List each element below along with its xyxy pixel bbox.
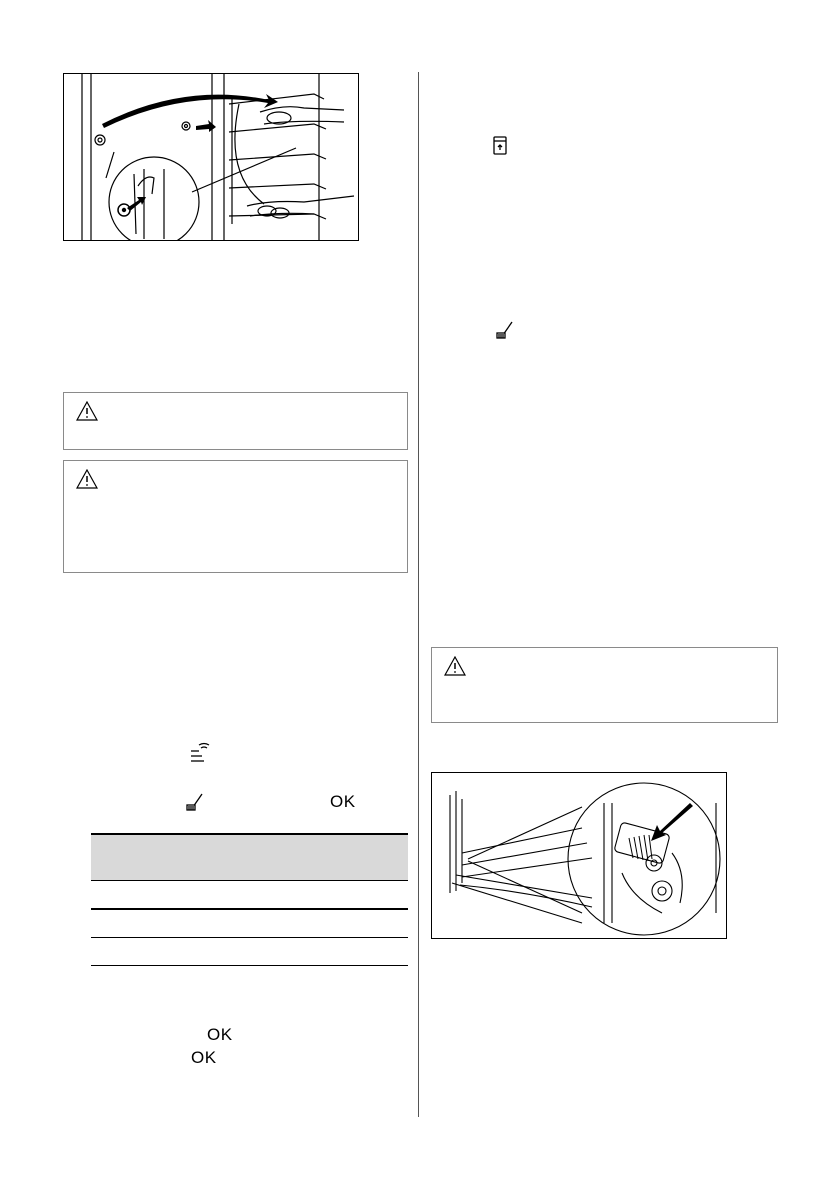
cleaning-brush-icon: [494, 318, 518, 342]
oven-door-icon: [488, 134, 512, 158]
shelf-support-drawing: [64, 74, 358, 240]
ok-label: OK: [191, 1048, 217, 1067]
table-row: [91, 938, 408, 966]
door-hinge-drawing: [432, 773, 726, 938]
warning-box-3: [431, 647, 778, 723]
ok-label: OK: [207, 1025, 233, 1044]
column-divider: [418, 72, 419, 1117]
table-row: [91, 881, 408, 910]
shelf-support-illustration: [63, 73, 359, 241]
warning-triangle-icon: [444, 656, 466, 676]
table-header: [91, 833, 408, 881]
warning-box-2: [63, 460, 408, 573]
warning-triangle-icon: [76, 469, 98, 489]
wifi-menu-icon: [187, 742, 211, 766]
door-hinge-illustration: [431, 772, 727, 939]
warning-box-1: [63, 392, 408, 450]
ok-label: OK: [330, 792, 356, 811]
settings-table: [91, 833, 408, 966]
cleaning-brush-icon: [184, 790, 208, 814]
table-row: [91, 910, 408, 938]
warning-triangle-icon: [76, 401, 98, 421]
